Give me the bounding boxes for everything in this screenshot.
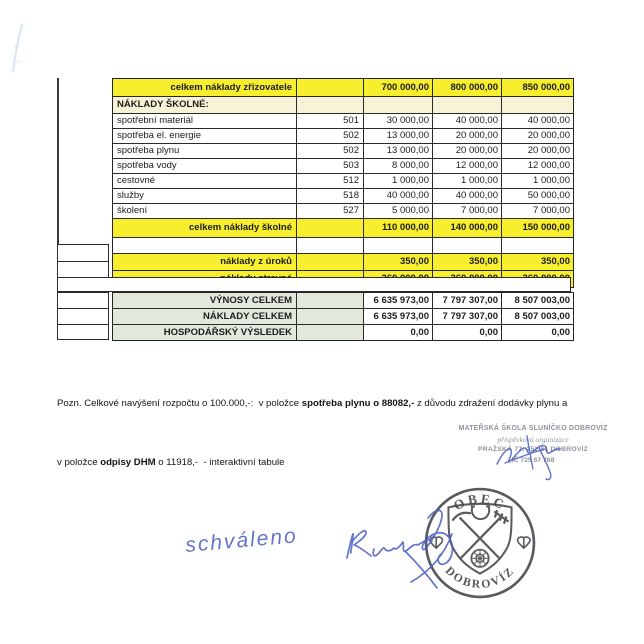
amount-col2: 350,00 [433, 254, 502, 270]
amount-col1: 700 000,00 [364, 79, 433, 96]
amount-col1: 8 000,00 [364, 159, 433, 173]
amount-col3: 20 000,00 [527, 130, 570, 142]
amount-col3: 20 000,00 [527, 145, 570, 157]
amount-col2: 40 000,00 [433, 189, 502, 203]
amount-col3: 0,00 [551, 326, 570, 338]
amount-col2: 1 000,00 [433, 174, 502, 188]
handwritten-approved: schváleno [184, 524, 299, 557]
amount-col2: 7 000,00 [433, 204, 502, 218]
note-line-1: Pozn. Celkové navýšení rozpočtu o 100.000,-: v položce spotřeba plynu o 88082,- z důvodu zdražení dodávky plynu a [57, 398, 568, 409]
row-label: spotřeba vody [113, 159, 297, 173]
amount-col2: 800 000,00 [433, 79, 502, 96]
amount-col3: 7 000,00 [533, 205, 570, 217]
amount-col1: 30 000,00 [364, 114, 433, 128]
section-header-label: NÁKLADY ŠKOLNÉ: [113, 97, 297, 113]
account-cell: 512 [297, 174, 364, 188]
row-label: HOSPODÁŘSKÝ VÝSLEDEK [113, 325, 297, 340]
amount-col1: 13 000,00 [364, 129, 433, 143]
row-label: služby [113, 189, 297, 203]
stamp-text-bottom: DOBROVÍZ [442, 564, 518, 592]
account-cell: 502 [297, 129, 364, 143]
amount-col3: 40 000,00 [527, 115, 570, 127]
amount-col3: 8 507 003,00 [514, 310, 570, 322]
row-label: spotřební materiál [113, 114, 297, 128]
amount-col2: 12 000,00 [433, 159, 502, 173]
org-stamp-line2: příspěvková organizace [497, 434, 569, 444]
amount-col1: 110 000,00 [364, 219, 433, 237]
amount-col1: 6 635 973,00 [364, 309, 433, 324]
amount-col1: 13 000,00 [364, 144, 433, 158]
amount-col1: 1 000,00 [364, 174, 433, 188]
amount-col1: 350,00 [364, 254, 433, 270]
amount-col2: 20 000,00 [433, 144, 502, 158]
amount-col2: 40 000,00 [433, 114, 502, 128]
row-label: VÝNOSY CELKEM [113, 293, 297, 308]
amount-col2: 0,00 [433, 325, 502, 340]
amount-col3: 12 000,00 [527, 160, 570, 172]
amount-col1: 40 000,00 [364, 189, 433, 203]
amount-col2: 140 000,00 [433, 219, 502, 237]
row-label: náklady z úroků [113, 254, 297, 270]
amount-col3: 150 000,00 [522, 222, 570, 234]
amount-col2: 20 000,00 [433, 129, 502, 143]
amount-col2: 7 797 307,00 [433, 309, 502, 324]
row-label: spotřeba plynu [113, 144, 297, 158]
amount-col3: 350,00 [540, 256, 570, 268]
amount-col3: 50 000,00 [527, 190, 570, 202]
amount-col3: 1 000,00 [533, 175, 570, 187]
account-cell: 527 [297, 204, 364, 218]
amount-col1: 6 635 973,00 [364, 293, 433, 308]
note-line-2: v položce odpisy DHM o 11918,- - interaktivní tabule [57, 456, 285, 468]
account-cell: 518 [297, 189, 364, 203]
org-stamp-line1: MATEŘSKÁ ŠKOLA SLUNÍČKO DOBROVÍZ [458, 425, 608, 432]
amount-col1: 0,00 [364, 325, 433, 340]
amount-col1: 5 000,00 [364, 204, 433, 218]
stamp-text-top: OBEC [451, 490, 509, 514]
account-cell: 503 [297, 159, 364, 173]
row-label: celkem náklady zřizovatele [113, 79, 297, 96]
account-cell: 501 [297, 114, 364, 128]
row-label: spotřeba el. energie [113, 129, 297, 143]
row-label: školení [113, 204, 297, 218]
amount-col2: 7 797 307,00 [433, 293, 502, 308]
amount-col3: 850 000,00 [522, 81, 570, 93]
row-label: cestovné [113, 174, 297, 188]
signature-stroke [347, 534, 353, 558]
org-stamp-line4: IČ 725 67 768 [511, 456, 555, 464]
row-label: NÁKLADY CELKEM [113, 309, 297, 324]
row-label: celkem náklady školné [113, 219, 297, 237]
org-stamp-line3: PRAŽSKÁ 77, 252 61 DOBROVÍZ [477, 446, 589, 453]
amount-col3: 8 507 003,00 [514, 294, 570, 306]
account-cell: 502 [297, 144, 364, 158]
